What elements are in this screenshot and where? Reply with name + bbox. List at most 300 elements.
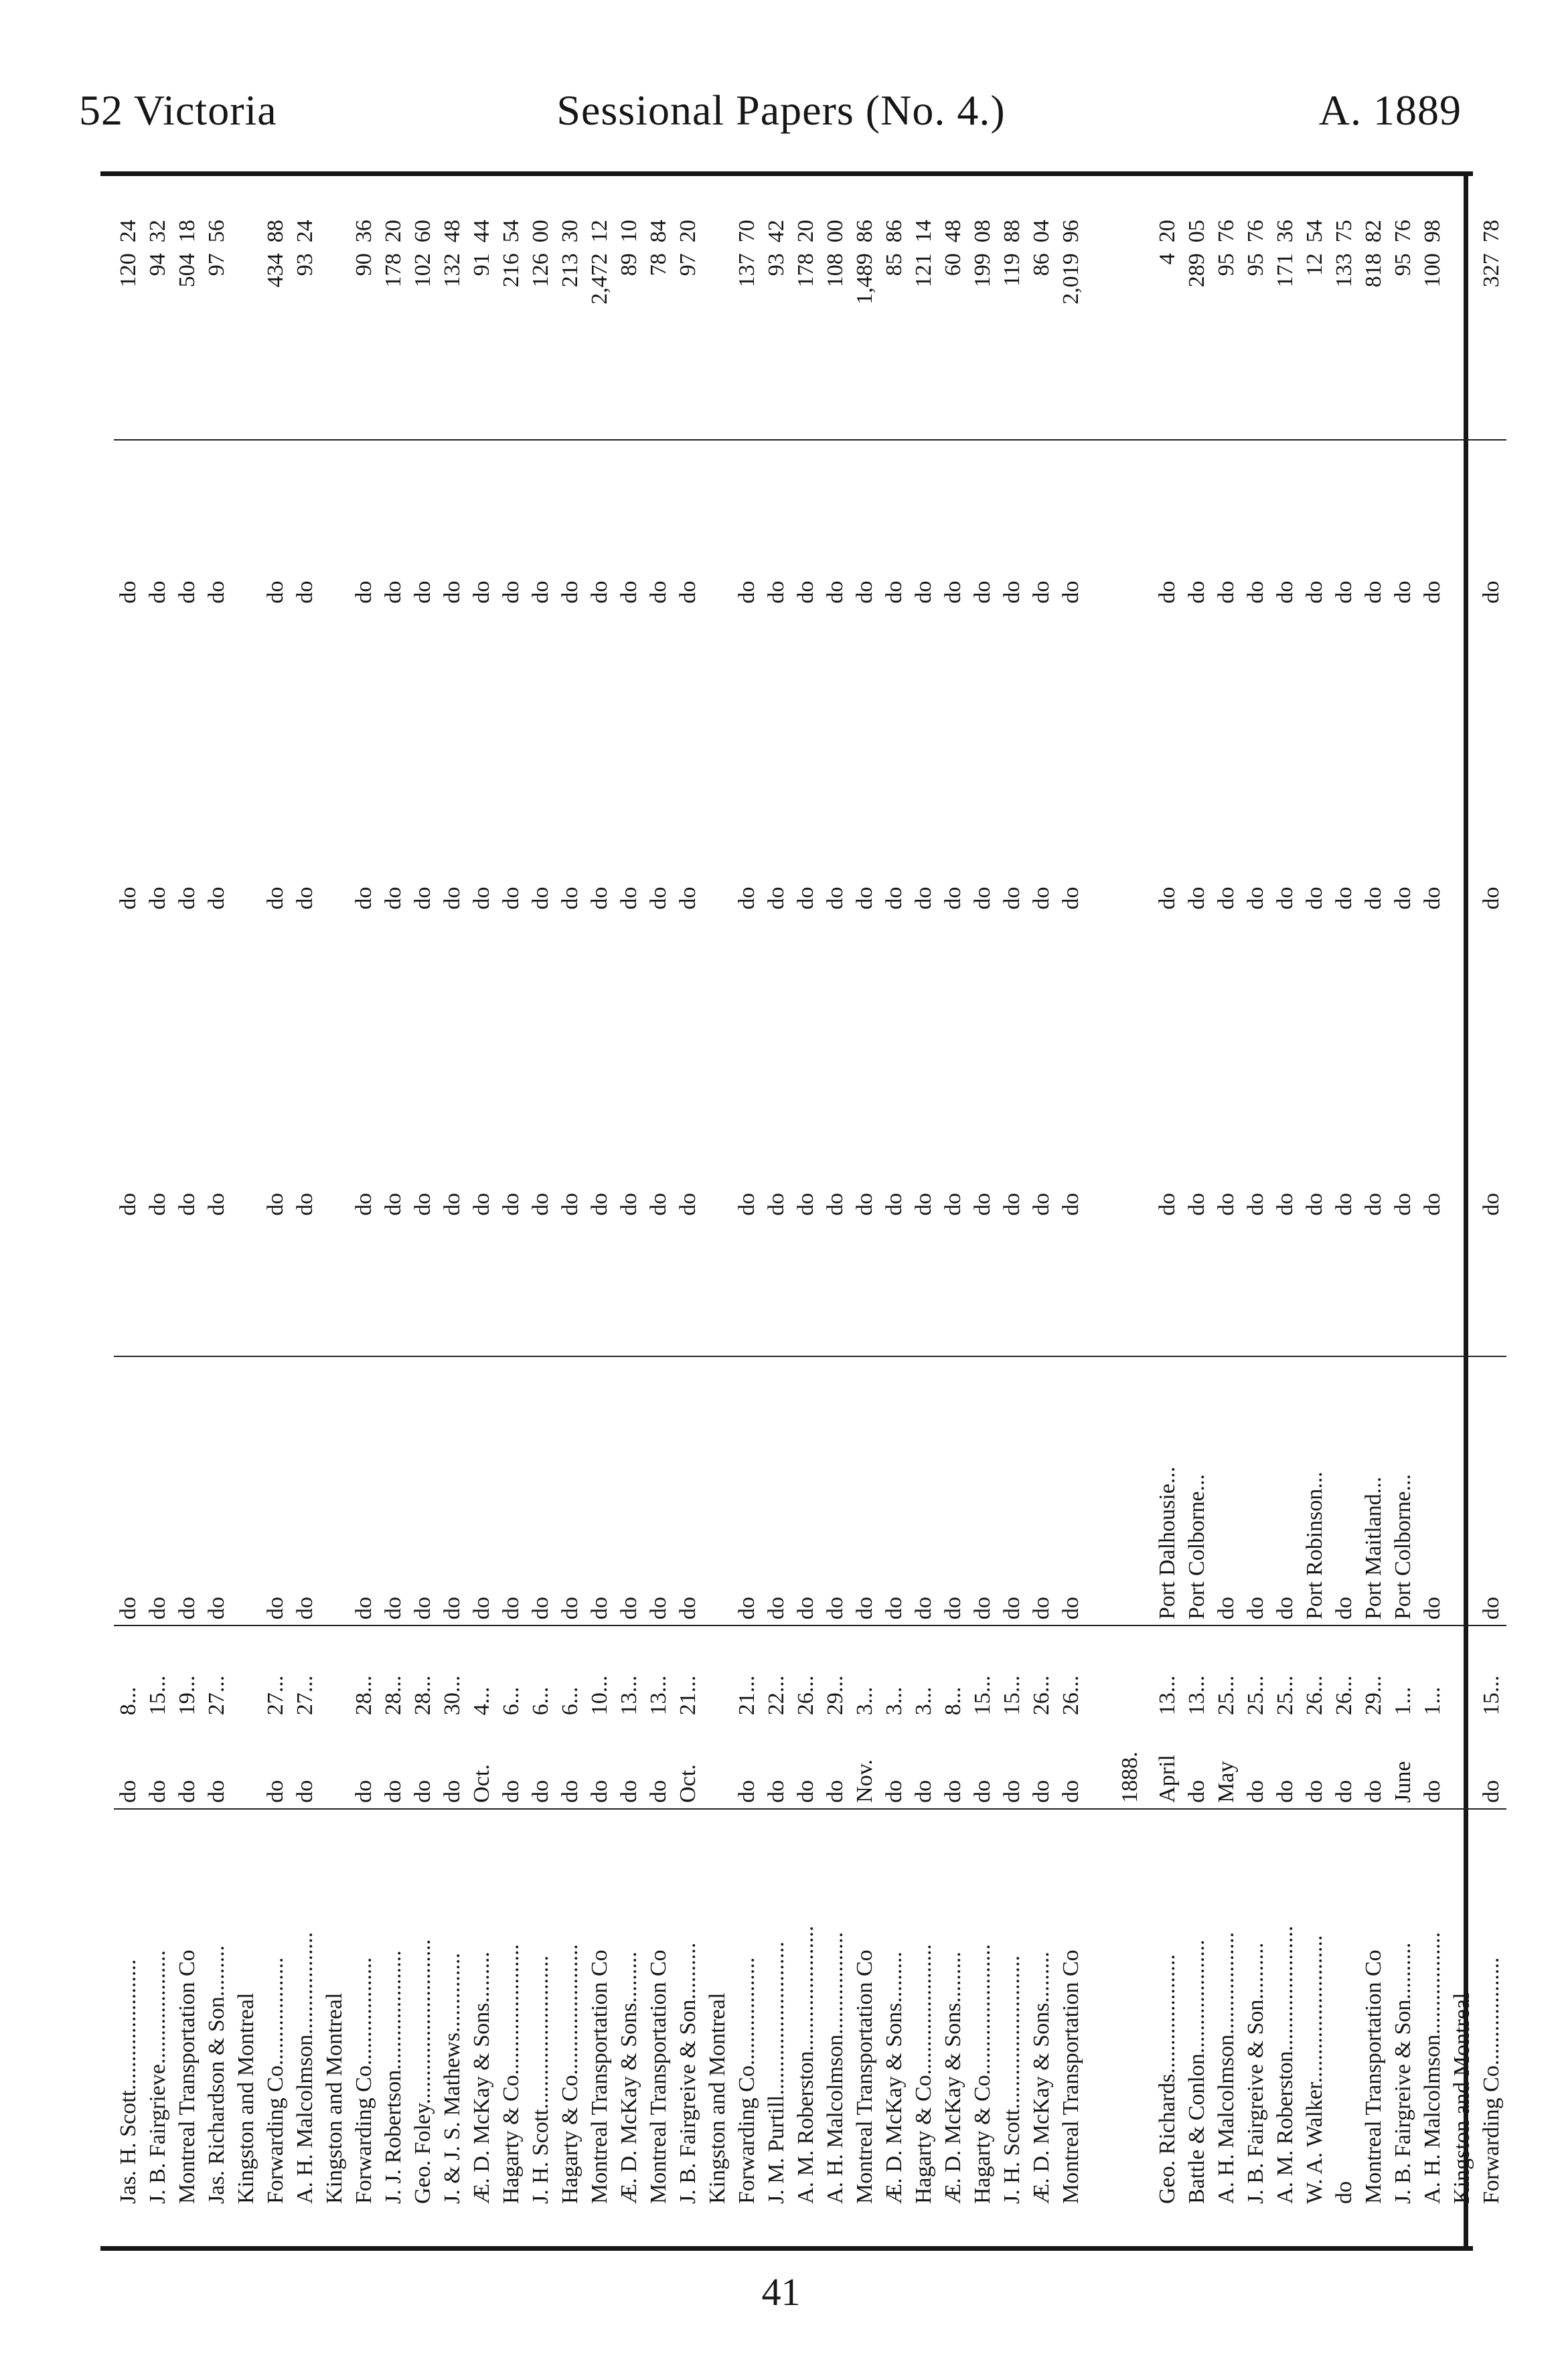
table-row — [1027, 188, 1057, 2209]
cell-amount-cents: 10 — [617, 220, 641, 243]
cell-amount-cents — [703, 188, 732, 248]
cell-amount-dollars: 327 — [1479, 253, 1504, 288]
cell-amount-cents — [1448, 188, 1477, 248]
cell-ditto-3: do — [732, 440, 762, 743]
cell-name: do — [1330, 1809, 1359, 2209]
cell-day — [320, 1625, 349, 1721]
cell-month: do — [499, 1779, 524, 1803]
cell-day: 8... — [114, 1625, 143, 1721]
cell-port: do — [1271, 1356, 1300, 1625]
cell-ditto-1: do — [469, 1192, 494, 1216]
cell-ditto-1: do — [676, 1192, 700, 1216]
cell-ditto-2: do — [1243, 886, 1268, 910]
cell-ditto-2: do — [263, 886, 288, 910]
cell-name: A. M. Roberston...................... — [791, 1809, 821, 2209]
cell-ditto-3: do — [379, 440, 408, 743]
cell-ditto-3: do — [1241, 440, 1271, 743]
cell-name: J. H. Scott........................... — [998, 1809, 1027, 2209]
cell-amount-dollars: 126 — [528, 253, 553, 288]
cell-day: 26... — [791, 1625, 821, 1721]
cell-ditto-1: do — [410, 1192, 435, 1216]
cell-month: do — [410, 1779, 435, 1803]
cell-ditto-3: do — [497, 440, 526, 743]
cell-month: Nov. — [852, 1759, 877, 1803]
shipments-table — [114, 187, 1506, 2209]
cell-amount-dollars: 1,489 — [852, 253, 877, 305]
cell-amount-cents — [320, 188, 349, 248]
table-row — [497, 188, 526, 2209]
cell-ditto-3: do — [349, 440, 379, 743]
cell-name: J. M. Purtill........................... — [762, 1809, 791, 2209]
cell-amount-dollars: 2,019 — [1059, 253, 1083, 305]
cell-amount-cents: 54 — [1302, 220, 1327, 243]
table-row — [232, 188, 261, 2209]
cell-amount-cents: 04 — [1029, 220, 1054, 243]
cell-month: do — [1029, 1779, 1054, 1803]
table-row — [615, 188, 644, 2209]
cell-port: do — [1027, 1356, 1057, 1625]
cell-port: do — [1330, 1356, 1359, 1625]
cell-month: do — [1243, 1779, 1268, 1803]
cell-amount-dollars: 213 — [558, 253, 582, 288]
cell-amount-dollars: 2,472 — [587, 253, 612, 305]
cell-month: do — [263, 1779, 288, 1803]
table-row — [173, 188, 202, 2209]
cell-month: do — [1420, 1779, 1445, 1803]
cell-name: Hagarty & Co....................... — [968, 1809, 998, 2209]
cell-name: J. B. Fairgrieve.................... — [143, 1809, 173, 2209]
cell-port: do — [644, 1356, 674, 1625]
cell-amount-dollars: 216 — [499, 253, 524, 288]
cell-month: do — [1332, 1779, 1356, 1803]
cell-ditto-2 — [703, 743, 732, 1052]
cell-amount-cents: 76 — [1214, 220, 1239, 243]
cell-ditto-1: do — [175, 1192, 200, 1216]
cell-month: do — [1059, 1779, 1083, 1803]
cell-amount-dollars: 93 — [293, 253, 317, 276]
cell-month: do — [116, 1779, 141, 1803]
cell-name: Montreal Transportation Co — [1057, 1809, 1086, 2209]
cell-ditto-2: do — [676, 886, 700, 910]
cell-month — [703, 1721, 732, 1809]
cell-ditto-3: do — [880, 440, 909, 743]
cell-amount-cents: 70 — [734, 220, 759, 243]
cell-name: Montreal Transportation Co — [1359, 1809, 1389, 2209]
cell-ditto-1: do — [617, 1192, 641, 1216]
cell-port — [1448, 1356, 1477, 1625]
cell-amount-dollars: 94 — [145, 253, 170, 276]
cell-ditto-3: do — [291, 440, 320, 743]
cell-ditto-2: do — [469, 886, 494, 910]
cell-month: do — [352, 1779, 376, 1803]
cell-month: do — [587, 1779, 612, 1803]
cell-ditto-2: do — [1214, 886, 1239, 910]
cell-port: do — [585, 1356, 615, 1625]
cell-amount-dollars: 97 — [676, 253, 700, 276]
cell-port: do — [939, 1356, 968, 1625]
cell-name: A. H. Malcolmson.................. — [291, 1809, 320, 2209]
cell-port: Port Colborne... — [1182, 1356, 1212, 1625]
running-head-year: A. 1889 — [1318, 86, 1462, 134]
cell-month — [232, 1721, 261, 1809]
cell-ditto-1: do — [1273, 1192, 1298, 1216]
cell-day: 25... — [1241, 1625, 1271, 1721]
cell-ditto-2: do — [558, 886, 582, 910]
year-divider — [1086, 188, 1153, 2209]
cell-ditto-2: do — [882, 886, 907, 910]
cell-amount-cents: 76 — [1391, 220, 1415, 243]
cell-ditto-1: do — [1214, 1192, 1239, 1216]
cell-name: Montreal Transportation Co — [173, 1809, 202, 2209]
cell-amount-cents: 24 — [116, 220, 141, 243]
cell-ditto-3: do — [1271, 440, 1300, 743]
cell-ditto-3: do — [408, 440, 438, 743]
cell-amount-dollars: 95 — [1243, 253, 1268, 276]
cell-amount-dollars: 137 — [734, 253, 759, 288]
cell-ditto-3: do — [438, 440, 467, 743]
cell-ditto-2: do — [1029, 886, 1054, 910]
cell-name: Forwarding Co................... — [261, 1809, 291, 2209]
table-row — [202, 188, 232, 2209]
cell-amount-dollars: 93 — [764, 253, 789, 276]
cell-amount-dollars: 108 — [823, 253, 848, 288]
cell-amount-dollars: 90 — [352, 253, 376, 276]
cell-month: do — [882, 1779, 907, 1803]
cell-ditto-3: do — [1330, 440, 1359, 743]
cell-amount-dollars: 12 — [1302, 253, 1327, 276]
cell-ditto-3: do — [202, 440, 232, 743]
cell-ditto-2: do — [204, 886, 229, 910]
cell-ditto-2: do — [823, 886, 848, 910]
cell-ditto-1: do — [116, 1192, 141, 1216]
cell-amount-cents: 36 — [1273, 220, 1298, 243]
cell-ditto-1: do — [293, 1192, 317, 1216]
cell-amount-dollars — [232, 248, 261, 440]
table-row — [114, 188, 143, 2209]
cell-ditto-3: do — [1477, 440, 1506, 743]
cell-ditto-1: do — [145, 1192, 170, 1216]
cell-day: 6... — [556, 1625, 585, 1721]
cell-port — [320, 1356, 349, 1625]
cell-month: Oct. — [676, 1764, 700, 1803]
cell-ditto-3: do — [615, 440, 644, 743]
cell-month: do — [764, 1779, 789, 1803]
cell-port: do — [732, 1356, 762, 1625]
table-row — [291, 188, 320, 2209]
cell-amount-cents: 48 — [941, 220, 965, 243]
table-body-1887 — [114, 188, 1086, 2209]
cell-port: do — [880, 1356, 909, 1625]
cell-amount-cents: 36 — [352, 220, 376, 243]
cell-ditto-2: do — [734, 886, 759, 910]
cell-ditto-1: do — [1155, 1192, 1180, 1216]
cell-name: J. & J. S. Mathews.............. — [438, 1809, 467, 2209]
cell-amount-dollars: 89 — [617, 253, 641, 276]
cell-ditto-2: do — [352, 886, 376, 910]
cell-ditto-3: do — [1389, 440, 1418, 743]
cell-day: 13... — [644, 1625, 674, 1721]
table-row — [379, 188, 408, 2209]
cell-name: Æ. D. McKay & Sons......... — [1027, 1809, 1057, 2209]
cell-ditto-2: do — [793, 886, 818, 910]
cell-month: do — [734, 1779, 759, 1803]
cell-amount-dollars: 434 — [263, 253, 288, 288]
cell-port: do — [114, 1356, 143, 1625]
cell-amount-dollars: 120 — [116, 253, 141, 288]
cell-ditto-2: do — [1479, 886, 1504, 910]
cell-name: J. B. Fairgreive & Son.......... — [1241, 1809, 1271, 2209]
cell-ditto-1: do — [1302, 1192, 1327, 1216]
cell-ditto-1: do — [1361, 1192, 1386, 1216]
cell-name: Geo. Richards..................... — [1153, 1809, 1182, 2209]
cell-ditto-1: do — [793, 1192, 818, 1216]
cell-ditto-1: do — [1059, 1192, 1083, 1216]
cell-name: W. A. Walker.......................... — [1300, 1809, 1330, 2209]
cell-port: do — [556, 1356, 585, 1625]
cell-port: do — [762, 1356, 791, 1625]
cell-amount-cents: 84 — [646, 220, 671, 243]
cell-amount-cents: 00 — [823, 220, 848, 243]
cell-port: do — [1241, 1356, 1271, 1625]
table-row — [349, 188, 379, 2209]
cell-amount-cents: 20 — [793, 220, 818, 243]
table-row — [998, 188, 1027, 2209]
cell-ditto-3: do — [909, 440, 939, 743]
cell-day: 28... — [349, 1625, 379, 1721]
cell-ditto-3: do — [1057, 440, 1086, 743]
cell-ditto-3: do — [850, 440, 880, 743]
table-row — [1477, 188, 1506, 2209]
cell-ditto-1: do — [1391, 1192, 1415, 1216]
cell-port: Port Dalhousie... — [1153, 1356, 1182, 1625]
cell-ditto-3: do — [173, 440, 202, 743]
cell-day: 6... — [497, 1625, 526, 1721]
table-row — [703, 188, 732, 2209]
cell-ditto-2: do — [116, 886, 141, 910]
cell-day: 25... — [1212, 1625, 1241, 1721]
cell-day: 26... — [1330, 1625, 1359, 1721]
cell-day: 27... — [202, 1625, 232, 1721]
cell-amount-dollars: 504 — [175, 253, 200, 288]
cell-day: 21... — [732, 1625, 762, 1721]
cell-name: Kingston and Montreal — [703, 1809, 732, 2209]
table-row — [438, 188, 467, 2209]
cell-day: 15... — [968, 1625, 998, 1721]
cell-amount-dollars: 85 — [882, 253, 907, 276]
table-row — [143, 188, 173, 2209]
cell-port: do — [909, 1356, 939, 1625]
cell-port: do — [1212, 1356, 1241, 1625]
cell-ditto-2: do — [764, 886, 789, 910]
cell-amount-dollars: 102 — [410, 253, 435, 288]
cell-amount-cents: 56 — [204, 220, 229, 243]
cell-ditto-3: do — [261, 440, 291, 743]
running-head-left: 52 Victoria — [79, 86, 277, 134]
table-row — [732, 188, 762, 2209]
table-row — [585, 188, 615, 2209]
cell-amount-dollars — [1448, 248, 1477, 440]
cell-name: Kingston and Montreal — [320, 1809, 349, 2209]
cell-ditto-2: do — [410, 886, 435, 910]
cell-day: 29... — [1359, 1625, 1389, 1721]
cell-amount-dollars: 289 — [1184, 253, 1209, 288]
bottom-rule — [100, 2246, 1473, 2251]
table-row — [1448, 188, 1477, 2209]
cell-ditto-2: do — [499, 886, 524, 910]
cell-ditto-1: do — [352, 1192, 376, 1216]
cell-ditto-3: do — [143, 440, 173, 743]
table-row — [408, 188, 438, 2209]
cell-amount-cents: 42 — [764, 220, 789, 243]
cell-ditto-2: do — [1000, 886, 1024, 910]
cell-name: Forwarding Co................... — [732, 1809, 762, 2209]
table-row — [674, 188, 703, 2209]
cell-amount-cents: 14 — [911, 220, 936, 243]
cell-name: Montreal Transportation Co — [850, 1809, 880, 2209]
cell-ditto-3 — [320, 440, 349, 743]
cell-port: do — [526, 1356, 556, 1625]
cell-amount-dollars: 818 — [1361, 253, 1386, 288]
cell-ditto-2: do — [381, 886, 406, 910]
cell-name: Hagarty & Co....................... — [909, 1809, 939, 2209]
cell-day: 15... — [998, 1625, 1027, 1721]
cell-ditto-2: do — [1059, 886, 1083, 910]
cell-ditto-2: do — [1184, 886, 1209, 910]
cell-port: do — [998, 1356, 1027, 1625]
cell-port: do — [408, 1356, 438, 1625]
cell-amount-cents: 18 — [175, 220, 200, 243]
cell-day — [1448, 1625, 1477, 1721]
cell-port: do — [497, 1356, 526, 1625]
cell-name: Forwarding Co................... — [349, 1809, 379, 2209]
cell-ditto-3: do — [585, 440, 615, 743]
cell-name: Kingston and Montreal — [232, 1809, 261, 2209]
cell-day: 13... — [615, 1625, 644, 1721]
cell-port: do — [1418, 1356, 1448, 1625]
cell-ditto-3: do — [1027, 440, 1057, 743]
cell-ditto-3: do — [1153, 440, 1182, 743]
table-row — [1271, 188, 1300, 2209]
cell-amount-cents: 00 — [528, 220, 553, 243]
table-row — [762, 188, 791, 2209]
cell-amount-cents: 44 — [469, 220, 494, 243]
cell-month: May — [1214, 1761, 1239, 1803]
cell-amount-cents: 30 — [558, 220, 582, 243]
cell-month: do — [1000, 1779, 1024, 1803]
cell-port: do — [438, 1356, 467, 1625]
table-row — [880, 188, 909, 2209]
cell-month: June — [1391, 1761, 1415, 1803]
cell-day — [703, 1625, 732, 1721]
cell-day: 3... — [850, 1625, 880, 1721]
cell-port: do — [615, 1356, 644, 1625]
cell-day: 13... — [1182, 1625, 1212, 1721]
cell-amount-cents: 86 — [882, 220, 907, 243]
table-row — [1057, 188, 1086, 2209]
cell-amount-dollars: 95 — [1391, 253, 1415, 276]
cell-ditto-1 — [1448, 1053, 1477, 1356]
cell-ditto-3: do — [674, 440, 703, 743]
cell-name: Æ. D. McKay & Sons......... — [880, 1809, 909, 2209]
running-head-title: Sessional Papers (No. 4.) — [556, 86, 1006, 134]
cell-day: 10... — [585, 1625, 615, 1721]
cell-ditto-1: do — [1000, 1192, 1024, 1216]
cell-amount-cents: 54 — [499, 220, 524, 243]
cell-month: do — [823, 1779, 848, 1803]
cell-ditto-2: do — [852, 886, 877, 910]
table-row — [1418, 188, 1448, 2209]
cell-ditto-2: do — [1361, 886, 1386, 910]
cell-ditto-3: do — [556, 440, 585, 743]
cell-ditto-1 — [703, 1053, 732, 1356]
cell-port: Port Colborne... — [1389, 1356, 1418, 1625]
cell-ditto-3 — [232, 440, 261, 743]
cell-month: do — [617, 1779, 641, 1803]
cell-port: do — [850, 1356, 880, 1625]
table-row — [1182, 188, 1212, 2209]
cell-port: do — [1477, 1356, 1506, 1625]
cell-day: 26... — [1057, 1625, 1086, 1721]
cell-month: April — [1155, 1755, 1180, 1803]
cell-amount-dollars: 60 — [941, 253, 965, 276]
cell-ditto-2: do — [1273, 886, 1298, 910]
cell-day: 3... — [880, 1625, 909, 1721]
year-row — [1086, 188, 1153, 2209]
cell-day: 21... — [674, 1625, 703, 1721]
cell-ditto-3: do — [467, 440, 497, 743]
cell-name: Kingston and Montreal — [1448, 1809, 1477, 2209]
cell-port: do — [674, 1356, 703, 1625]
cell-ditto-2 — [1448, 743, 1477, 1052]
cell-amount-dollars: 133 — [1332, 253, 1356, 288]
cell-amount-dollars: 171 — [1273, 253, 1298, 288]
cell-name: Forwarding Co................... — [1477, 1809, 1506, 2209]
cell-month: do — [1273, 1779, 1298, 1803]
cell-port: do — [349, 1356, 379, 1625]
cell-day: 28... — [408, 1625, 438, 1721]
cell-port: do — [968, 1356, 998, 1625]
cell-day: 4... — [467, 1625, 497, 1721]
cell-amount-dollars: 119 — [1000, 253, 1024, 287]
cell-name: J. B. Fairgreive & Son.......... — [674, 1809, 703, 2209]
cell-amount-cents: 75 — [1332, 220, 1356, 243]
cell-amount-cents: 96 — [1059, 220, 1083, 243]
cell-ditto-1: do — [263, 1192, 288, 1216]
cell-month: do — [793, 1779, 818, 1803]
cell-day: 30... — [438, 1625, 467, 1721]
cell-ditto-1: do — [204, 1192, 229, 1216]
cell-amount-cents: 88 — [263, 220, 288, 243]
cell-month — [320, 1721, 349, 1809]
cell-ditto-1: do — [1243, 1192, 1268, 1216]
cell-month: do — [1184, 1779, 1209, 1803]
table-row — [821, 188, 850, 2209]
cell-ditto-3: do — [791, 440, 821, 743]
cell-port: do — [173, 1356, 202, 1625]
cell-day: 8... — [939, 1625, 968, 1721]
table-row — [1241, 188, 1271, 2209]
cell-amount-cents: 86 — [852, 220, 877, 243]
page-number: 41 — [761, 2270, 801, 2314]
cell-ditto-1: do — [882, 1192, 907, 1216]
cell-day: 28... — [379, 1625, 408, 1721]
cell-ditto-2: do — [1391, 886, 1415, 910]
cell-day: 27... — [291, 1625, 320, 1721]
cell-ditto-2: do — [440, 886, 465, 910]
cell-day: 13... — [1153, 1625, 1182, 1721]
cell-ditto-1: do — [823, 1192, 848, 1216]
table-row — [644, 188, 674, 2209]
